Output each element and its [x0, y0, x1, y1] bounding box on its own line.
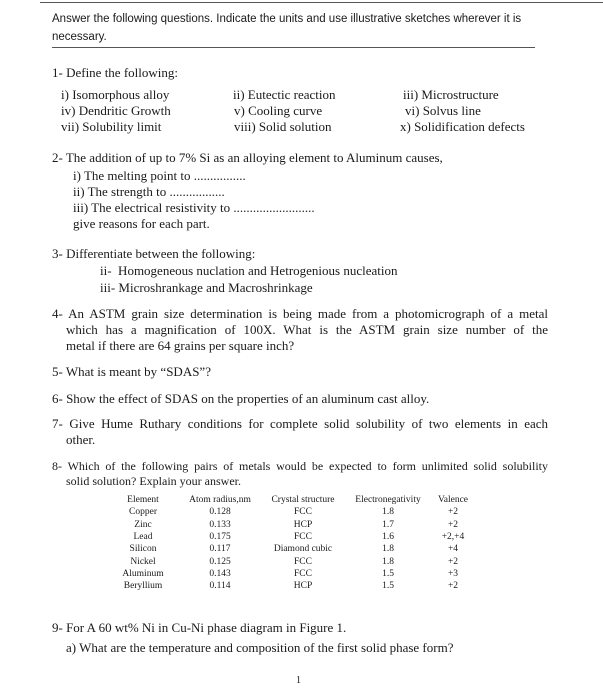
q9-title: 9- For A 60 wt% Ni in Cu-Ni phase diagram in Figure 1. [52, 620, 347, 635]
table-cell: 1.5 [382, 568, 394, 579]
table-cell: Beryllium [123, 581, 163, 592]
q3-part: iii- Microshrankage and Macroshrinkage [100, 280, 313, 295]
q2-note: give reasons for each part. [73, 216, 210, 231]
q1-title: 1- Define the following: [52, 65, 178, 80]
table-cell: +2 [447, 556, 459, 567]
table-cell: Copper [129, 507, 157, 518]
table-cell: 0.125 [209, 556, 231, 567]
top-rule [40, 2, 603, 3]
table-cell: Zinc [134, 519, 152, 530]
table-cell: 1.8 [382, 507, 394, 518]
table-cell: 1.6 [382, 531, 394, 542]
q3-title: 3- Differentiate between the following: [52, 246, 256, 261]
properties-table [0, 494, 603, 594]
table-cell: 0.128 [209, 507, 231, 518]
q2-title: 2- The addition of up to 7% Si as an alloying element to Aluminum causes, [52, 150, 443, 165]
instructions-cont: necessary. [52, 31, 107, 43]
q7-line: 7- Give Hume Ruthary conditions for complete solid solubility of two elements in each [52, 416, 548, 431]
q2-part: ii) The strength to ................. [73, 184, 225, 199]
table-cell: Diamond cubic [273, 544, 333, 555]
table-cell: +2,+4 [441, 531, 465, 542]
instructions: Answer the following questions. Indicate the units and use illustrative sketches wherever it is [52, 13, 522, 25]
q9-part-a: a) What are the temperature and composition of the first solid phase form? [66, 640, 454, 655]
q8-line: 8- Which of the following pairs of metals would be expected to form unlimited solid solubility [52, 459, 548, 473]
q1-item: iii) Microstructure [403, 87, 499, 102]
table-cell: HCP [293, 519, 313, 530]
table-header: Element [127, 495, 159, 505]
table-cell: 0.114 [209, 581, 231, 592]
table-cell: Nickel [130, 556, 156, 567]
q4-line: 4- An ASTM grain size determination is being made from a photomicrograph of a metal [52, 306, 548, 321]
q1-item: i) Isomorphous alloy [61, 87, 170, 102]
q1-item: viii) Solid solution [234, 119, 332, 134]
table-cell: HCP [293, 581, 313, 592]
q8-line: solid solution? Explain your answer. [66, 474, 241, 488]
table-cell: FCC [294, 568, 312, 579]
table-cell: +3 [447, 568, 459, 579]
table-cell: 0.133 [209, 519, 231, 530]
table-cell: 0.175 [209, 531, 231, 542]
table-header: Electronegativity [355, 495, 421, 505]
table-header: Crystal structure [271, 495, 335, 505]
header-rule [52, 47, 535, 48]
table-cell: FCC [294, 507, 312, 518]
q4-line: which has a magnification of 100X. What is the ASTM grain size number of the [66, 322, 548, 337]
table-cell: Lead [133, 531, 153, 542]
table-cell: +2 [447, 507, 459, 518]
q6: 6- Show the effect of SDAS on the properties of an aluminum cast alloy. [52, 391, 430, 406]
q2-part: i) The melting point to ................ [73, 168, 246, 183]
q1-item: iv) Dendritic Growth [61, 103, 171, 118]
q7-line: other. [66, 432, 96, 447]
table-cell: 0.143 [209, 568, 231, 579]
table-cell: +2 [447, 519, 459, 530]
q1-item: vi) Solvus line [405, 103, 481, 118]
q5: 5- What is meant by “SDAS”? [52, 364, 211, 379]
table-cell: 1.5 [382, 581, 394, 592]
table-cell: Silicon [129, 544, 157, 555]
page-number: 1 [296, 675, 301, 686]
table-header: Valence [437, 495, 469, 505]
table-cell: 0.117 [209, 544, 231, 555]
table-cell: FCC [294, 556, 312, 567]
q1-item: v) Cooling curve [234, 103, 323, 118]
table-cell: +2 [447, 581, 459, 592]
table-header: Atom radius,nm [189, 495, 251, 505]
q3-part: ii- Homogeneous nuclation and Hetrogenious nucleation [100, 263, 398, 278]
q1-item: x) Solidification defects [400, 119, 525, 134]
table-cell: 1.7 [382, 519, 394, 530]
table-cell: Aluminum [122, 568, 164, 579]
q1-item: ii) Eutectic reaction [233, 87, 336, 102]
q2-part: iii) The electrical resistivity to ......................... [73, 200, 315, 215]
q4-line: metal if there are 64 grains per square inch? [66, 338, 295, 353]
q1-item: vii) Solubility limit [61, 119, 162, 134]
table-cell: +4 [447, 544, 459, 555]
table-cell: 1.8 [382, 556, 394, 567]
table-cell: 1.8 [382, 544, 394, 555]
table-cell: FCC [294, 531, 312, 542]
